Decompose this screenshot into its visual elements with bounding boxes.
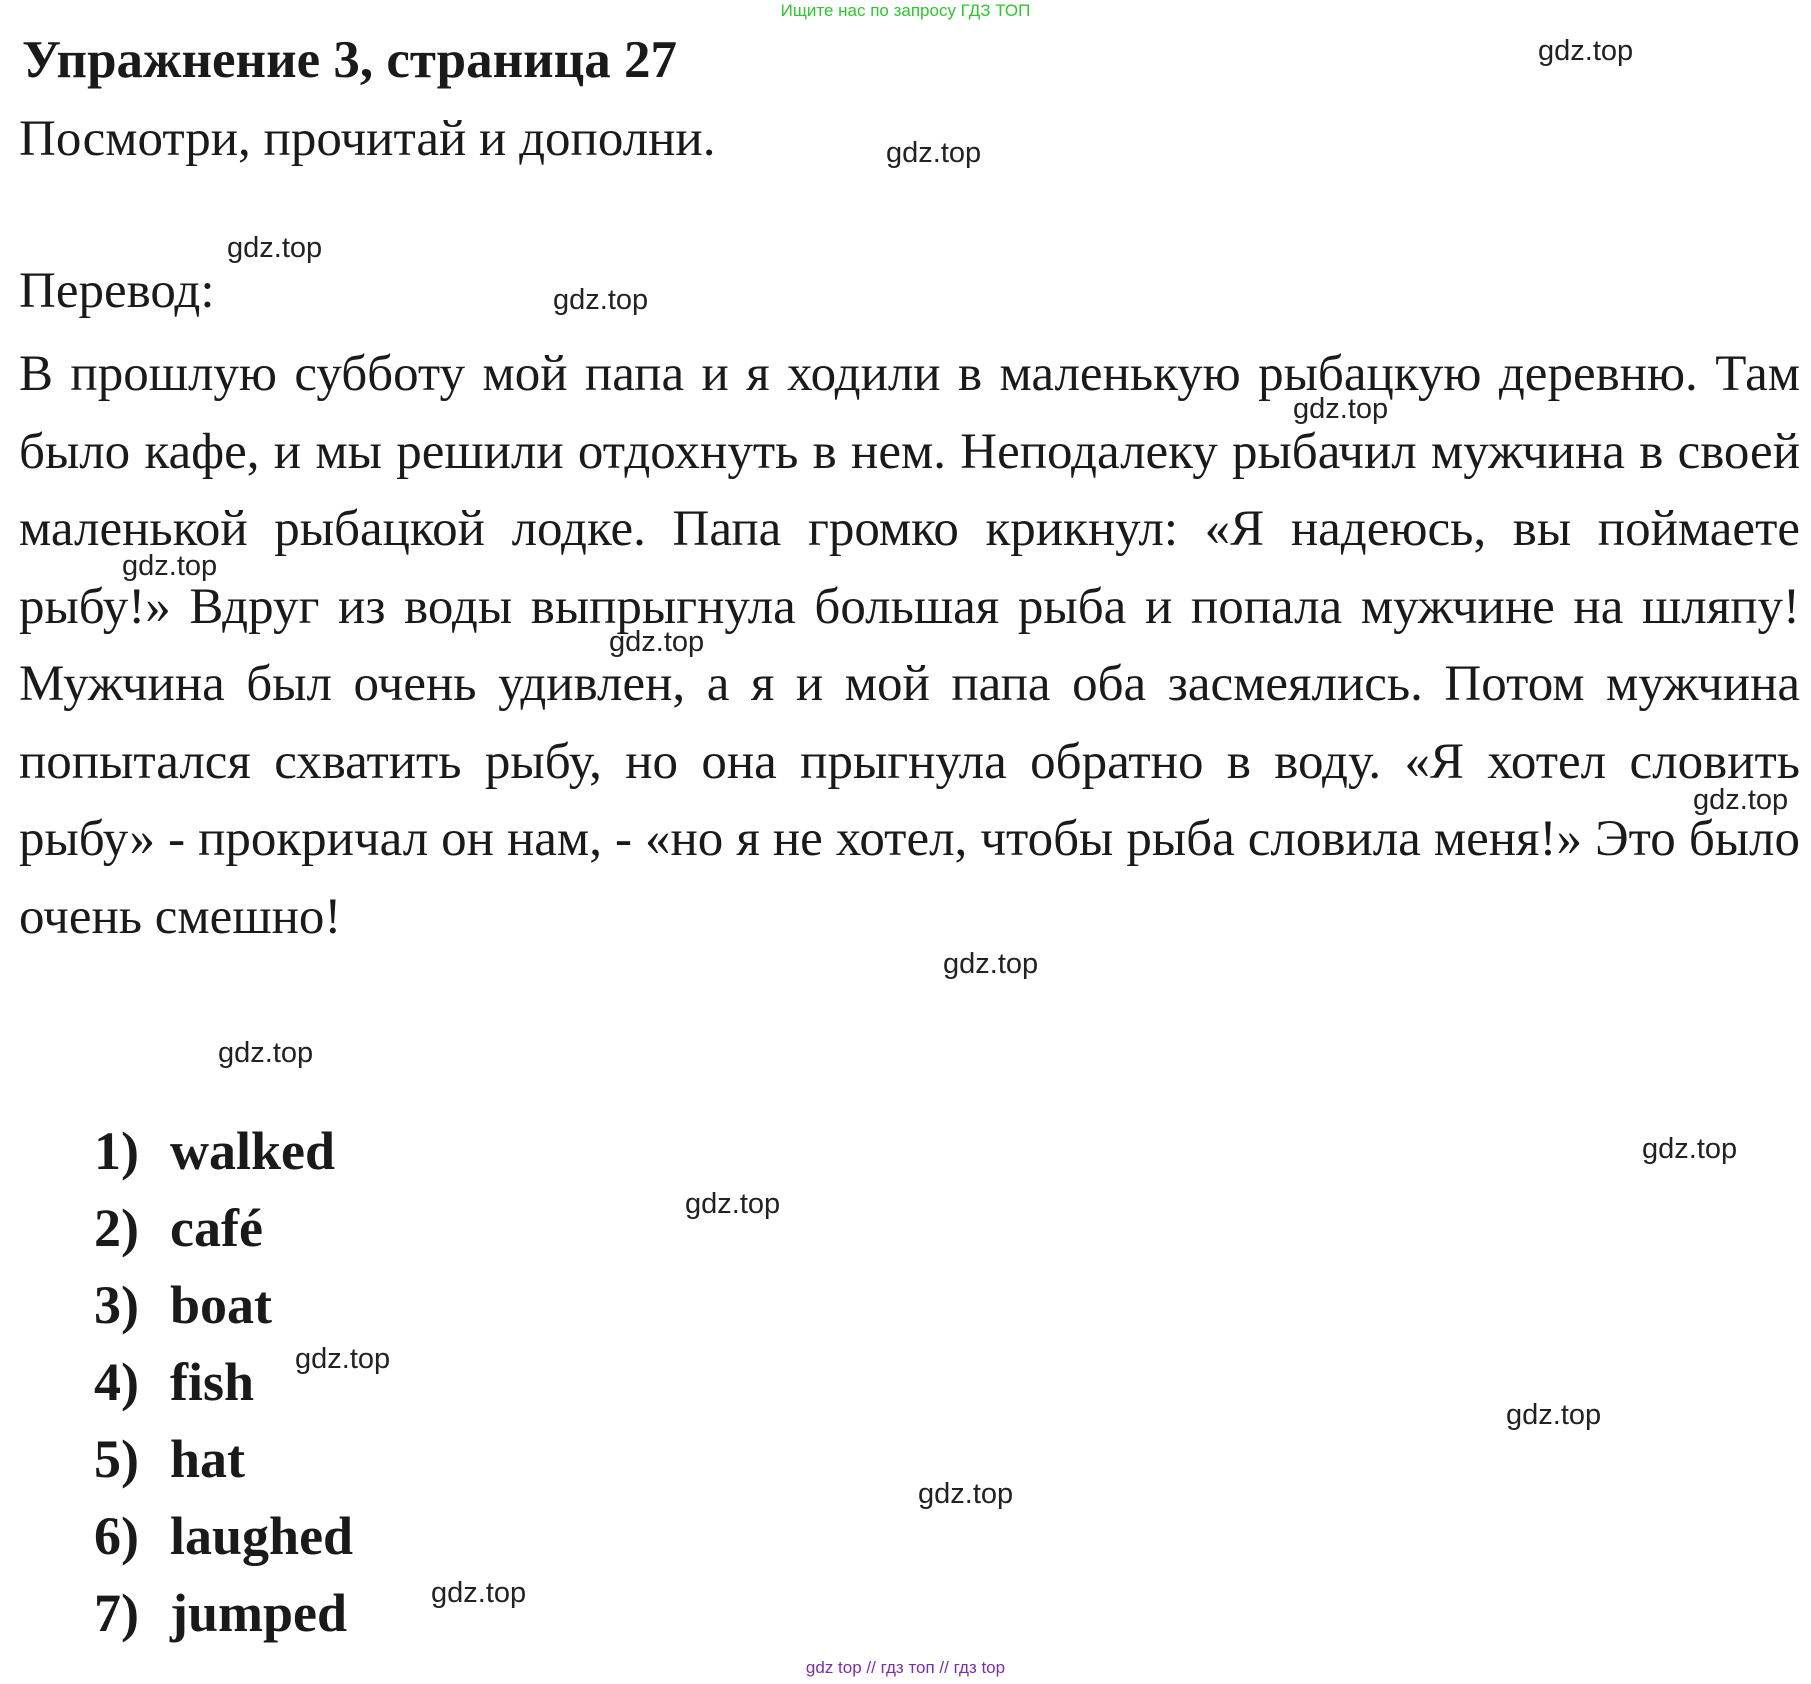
- watermark: gdz.top: [218, 1037, 314, 1069]
- answer-word: laughed: [170, 1506, 354, 1566]
- page-title: Упражнение 3, страница 27: [22, 31, 677, 89]
- answer-number: 4): [94, 1352, 139, 1412]
- answer-word: boat: [170, 1275, 273, 1335]
- answer-item: [94, 1575, 353, 1652]
- watermark: gdz.top: [1693, 784, 1789, 816]
- watermark: gdz.top: [431, 1577, 527, 1609]
- answer-number: 6): [94, 1506, 139, 1566]
- answer-word: café: [170, 1198, 263, 1258]
- answer-item: [94, 1113, 353, 1190]
- translation-label: Перевод:: [19, 263, 215, 319]
- answer-word: walked: [170, 1121, 336, 1181]
- answer-item: [94, 1421, 353, 1498]
- watermark: gdz.top: [1642, 1133, 1738, 1165]
- footer-links: gdz top // гдз топ // гдз top: [805, 1658, 1006, 1677]
- watermark: gdz.top: [295, 1343, 391, 1375]
- answer-number: 5): [94, 1429, 139, 1489]
- answer-item: [94, 1190, 353, 1267]
- watermark: gdz.top: [227, 232, 323, 264]
- watermark: gdz.top: [886, 137, 982, 169]
- watermark: gdz.top: [609, 626, 705, 658]
- answer-item: [94, 1498, 353, 1575]
- watermark: gdz.top: [1293, 393, 1389, 425]
- answer-number: 1): [94, 1121, 139, 1181]
- answer-word: fish: [170, 1352, 255, 1412]
- watermark: gdz.top: [943, 948, 1039, 980]
- watermark: gdz.top: [685, 1188, 781, 1220]
- answer-item: [94, 1267, 353, 1344]
- answer-number: 3): [94, 1275, 139, 1335]
- translation-text: В прошлую субботу мой папа и я ходили в маленькую рыбацкую деревню. Там было кафе, и мы решили отдохнуть в нем. Неподалеку рыбачил мужчина в своей маленькой рыбацкой лодке. Папа громко крикнул: «Я надеюсь, вы поймаете рыбу!» Вдруг из воды выпрыгнула большая рыба и попала мужчине на шляпу! Мужчина был очень удивлен, а я и мой папа оба засмеялись. Потом мужчина попытался схватить рыбу, но она прыгнула обратно в воду. «Я хотел словить рыбу» - прокричал он нам, - «но я не хотел, чтобы рыба словила меня!» Это было очень смешно!: [19, 346, 1800, 945]
- answer-word: jumped: [170, 1583, 348, 1643]
- answer-number: 2): [94, 1198, 139, 1258]
- watermark: gdz.top: [1506, 1399, 1602, 1431]
- watermark: gdz.top: [918, 1478, 1014, 1510]
- watermark: gdz.top: [553, 284, 649, 316]
- answer-number: 7): [94, 1583, 139, 1643]
- answer-word: hat: [170, 1429, 246, 1489]
- top-banner: Ищите нас по запросу ГДЗ ТОП: [780, 1, 1031, 20]
- exercise-instruction: Посмотри, прочитай и дополни.: [19, 111, 716, 167]
- watermark: gdz.top: [122, 550, 218, 582]
- answer-list: [94, 1113, 353, 1652]
- watermark: gdz.top: [1538, 35, 1634, 67]
